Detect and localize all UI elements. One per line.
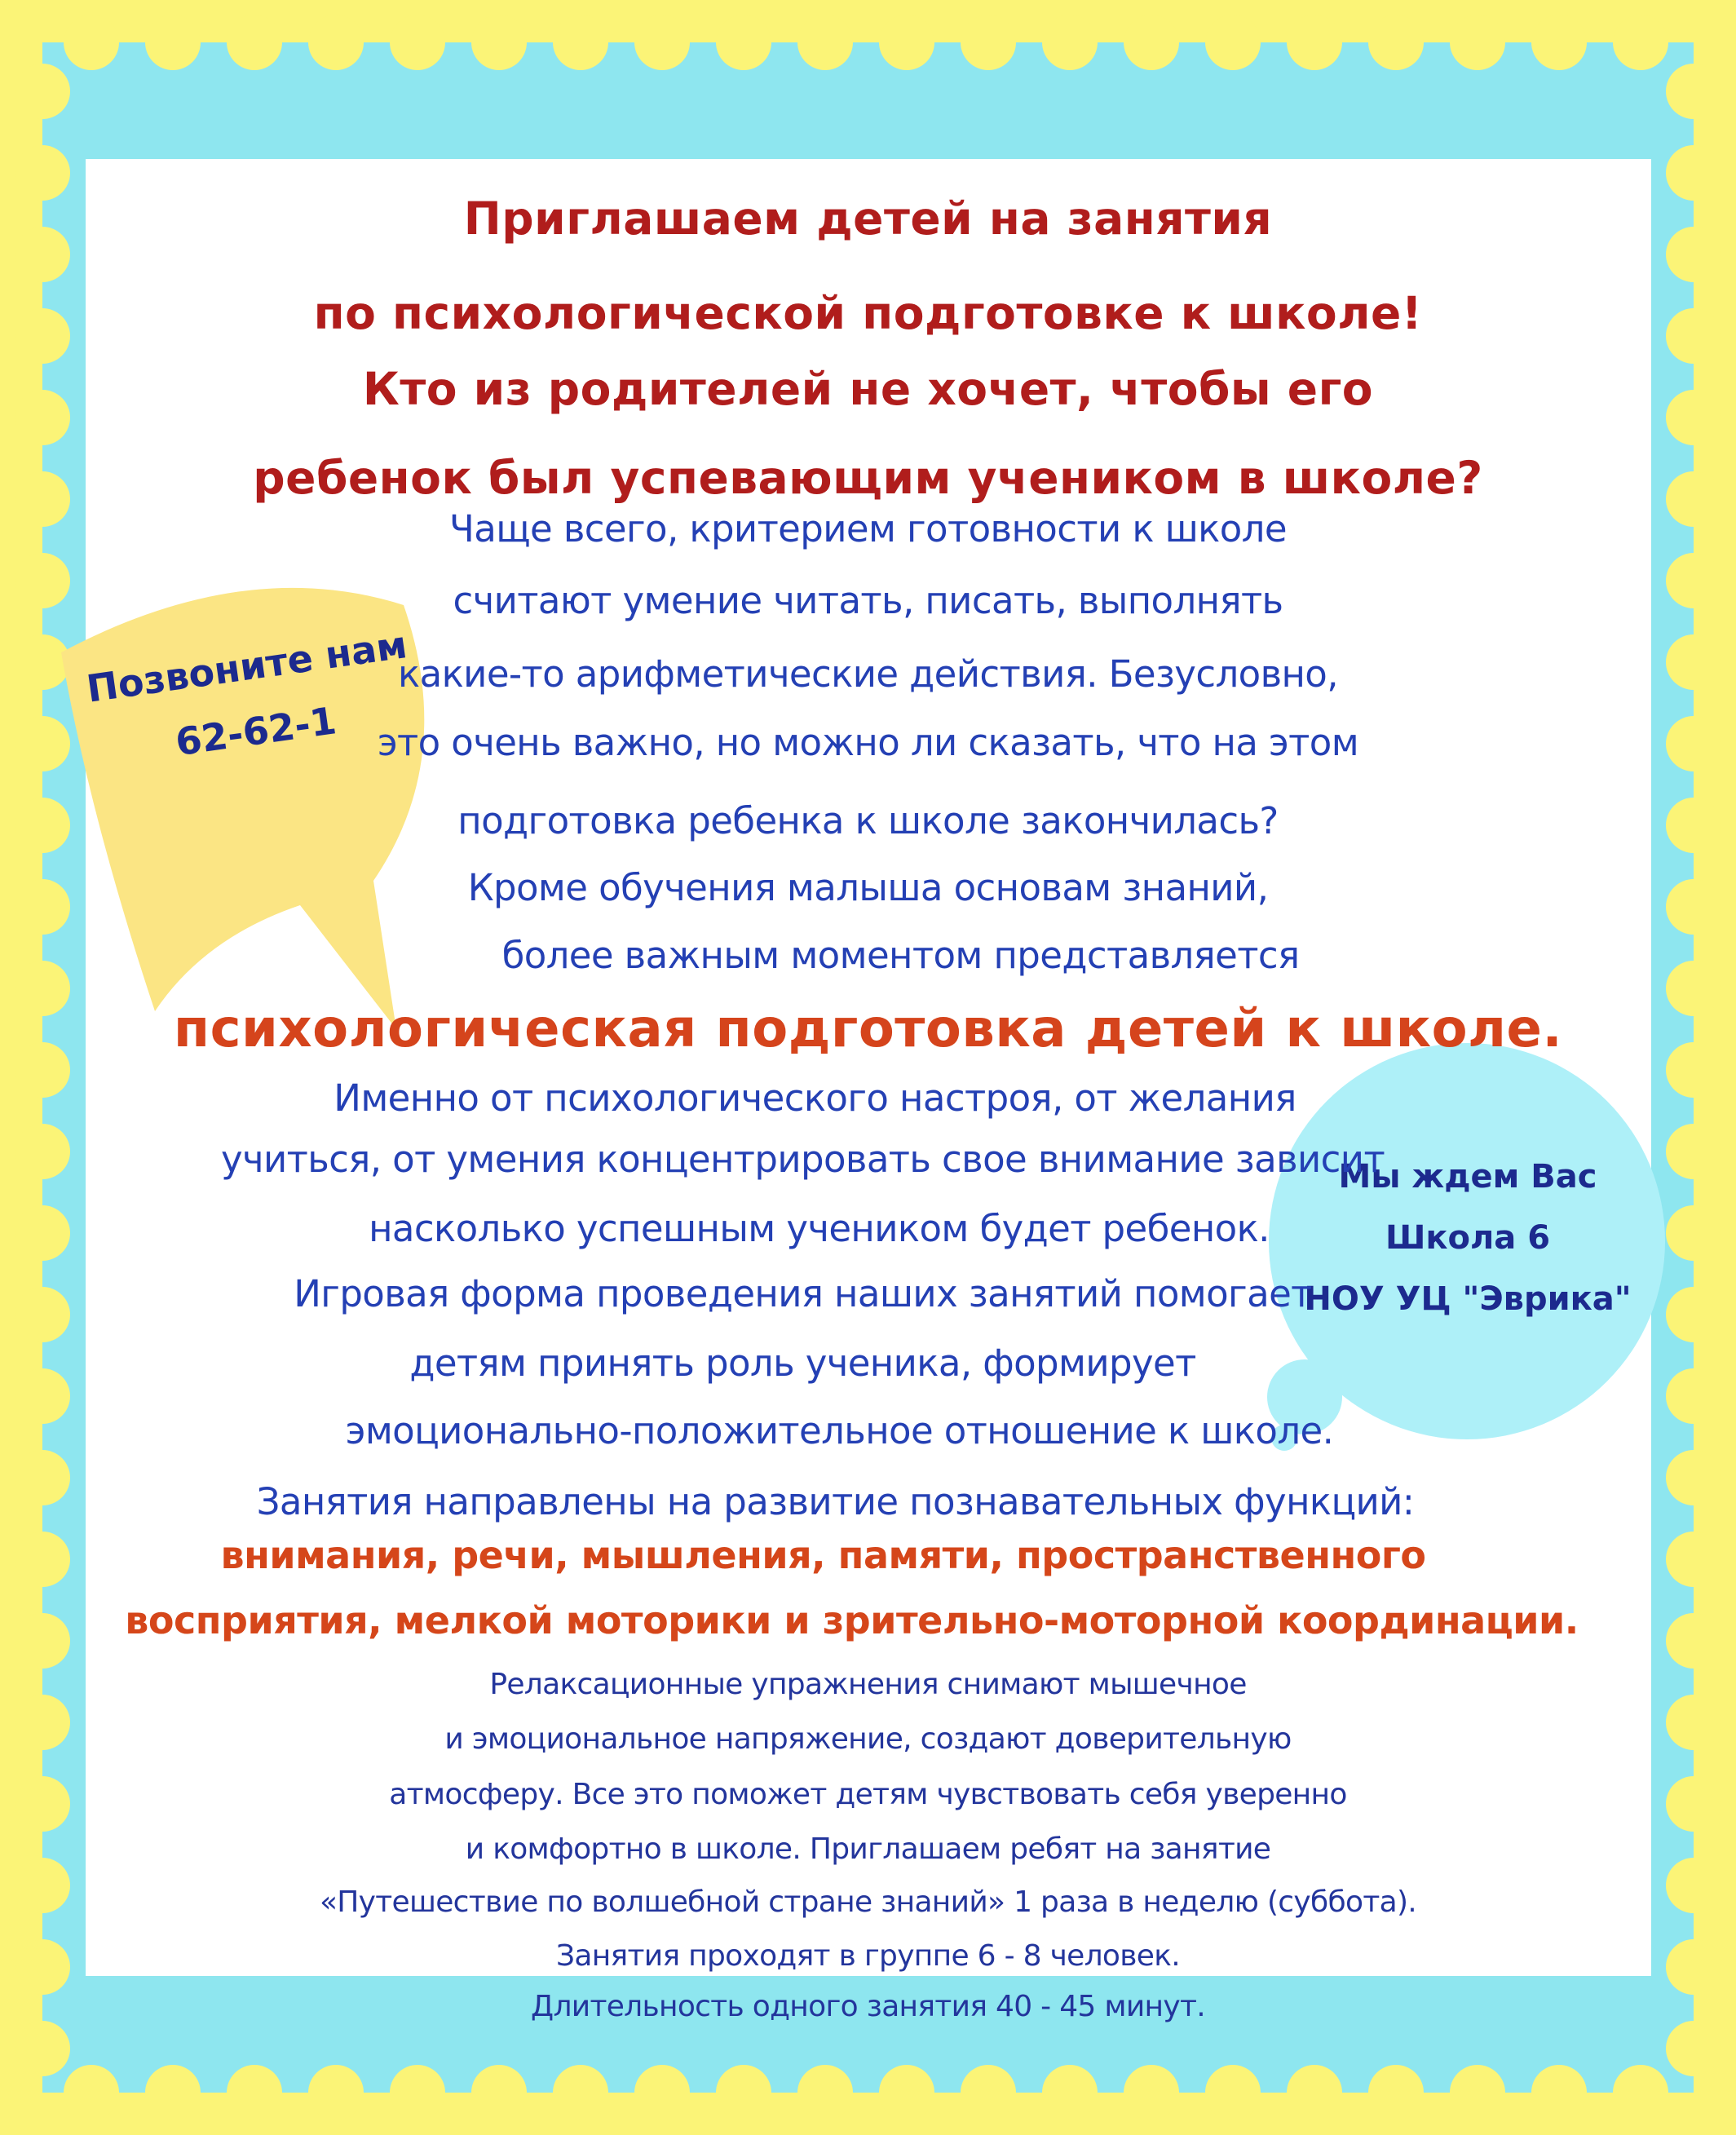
call-us-label: Позвоните нам [83,622,410,711]
functions-line-1: внимания, речи, мышления, памяти, пространственного [220,1533,1426,1577]
body-line-3: насколько успешным учеником будет ребенок. [369,1207,1270,1250]
intro-line-2: считают умение читать, писать, выполнять [453,579,1283,622]
intro-line-6: Кроме обучения малыша основам знаний, [467,866,1269,909]
intro-line-4: это очень важно, но можно ли сказать, что на этом [377,721,1359,764]
intro-line-5: подготовка ребенка к школе закончилась? [457,799,1279,842]
intro-line-1: Чаще всего, критерием готовности к школе [449,507,1287,550]
phone-number: 62-62-1 [172,698,339,765]
highlight-line: психологическая подготовка детей к школе. [173,999,1563,1059]
title-line-1: Приглашаем детей на занятия [463,192,1273,245]
we-wait-label: Мы ждем Вас [1338,1158,1597,1196]
details-line-1: Релаксационные упражнения снимают мышечное [489,1668,1247,1701]
title-line-3: Кто из родителей не хочет, чтобы его [362,363,1374,415]
school-number: Школа 6 [1385,1219,1551,1257]
details-line-3: атмосферу. Все это поможет детям чувствовать себя уверенно [389,1778,1347,1811]
details-line-6: Занятия проходят в группе 6 - 8 человек. [555,1939,1181,1973]
body-line-6: эмоционально-положительное отношение к школе. [345,1409,1334,1452]
details-line-7: Длительность одного занятия 40 - 45 минут. [531,1990,1205,2023]
body-line-2: учиться, от умения концентрировать свое внимание зависит [220,1138,1385,1181]
details-line-4: и комфортно в школе. Приглашаем ребят на занятие [465,1832,1271,1866]
functions-line-2: восприятия, мелкой моторики и зрительно-моторной координации. [125,1598,1579,1642]
details-line-2: и эмоциональное напряжение, создают доверительную [444,1722,1292,1756]
intro-line-3: какие-то арифметические действия. Безусловно, [398,652,1338,696]
body-line-7: Занятия направлены на развитие познавательных функций: [256,1480,1415,1523]
intro-line-7: более важным моментом представляется [501,934,1300,977]
title-line-2: по психологической подготовке к школе! [313,287,1423,339]
center-name: НОУ УЦ "Эврика" [1304,1280,1632,1318]
title-line-4: ребенок был успевающим учеником в школе? [253,452,1483,504]
body-line-5: детям принять роль ученика, формирует [409,1342,1196,1385]
body-line-4: Игровая форма проведения наших занятий помогает [294,1272,1312,1315]
details-line-5: «Путешествие по волшебной стране знаний» 1 раза в неделю (суббота). [319,1885,1417,1919]
body-line-1: Именно от психологического настроя, от желания [334,1076,1296,1120]
